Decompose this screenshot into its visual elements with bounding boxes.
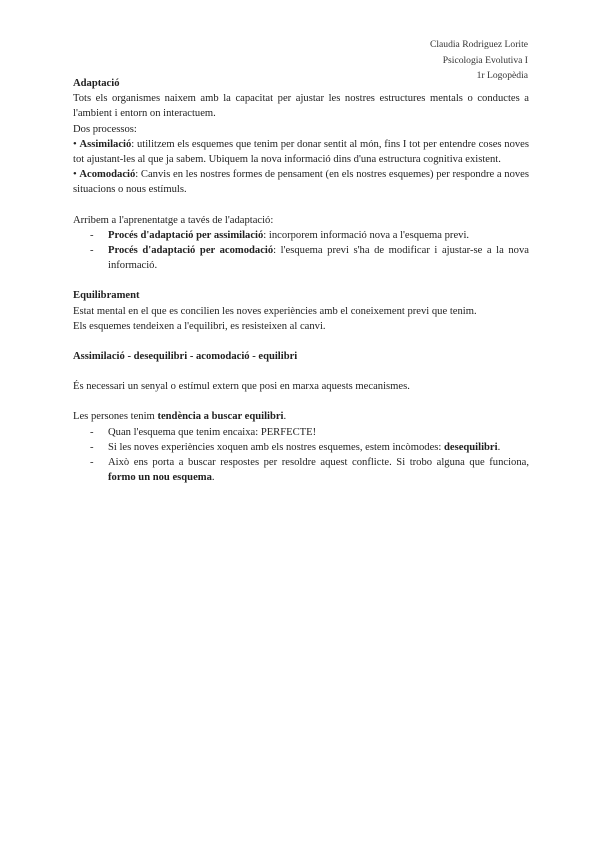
item-text: Això ens porta a buscar respostes per resoldre aquest conflicte. Si trobo alguna que funciona, — [108, 457, 529, 469]
course-name: 1r Logopèdia — [476, 70, 528, 81]
tendency-bold: tendència a buscar equilibri — [157, 411, 284, 423]
list-item — [90, 243, 529, 273]
assimilacio-paragraph: • Assimilació: utilitzem els esquemes que tenim per donar sentit al món, fins I tot per entendre coses noves tot ajustant-les al que ja sabem. Ubiquem la nova informació dins d'una estructura cognitiva existent. — [73, 138, 530, 166]
assimilacio-text: : utilitzem els esquemes que tenim per donar sentit al món, fins I tot per entendre coses noves tot ajustant-les al que ja sabem. Ubiquem la nova informació dins d'una estructura cognitiva existent. — [73, 138, 530, 166]
tendency-prefix: Les persones tenim — [73, 411, 158, 423]
item-term: Procés d'adaptació per acomodació — [108, 245, 274, 257]
assimilacio-term: Assimilació — [79, 138, 132, 150]
sequence-heading: Assimilació - desequilibri - acomodació - equilibri — [73, 351, 298, 363]
list-item — [90, 455, 529, 485]
adaptation-list — [73, 228, 529, 274]
acomodacio-paragraph: • Acomodació: Canvis en les nostres formes de pensament (en els nostres esquemes) per respondre a noves situacions o nous estímuls. — [73, 169, 529, 196]
list-item — [90, 440, 529, 455]
acomodacio-term: Acomodació — [79, 169, 136, 181]
section-title-equilibrament: Equilibrament — [73, 290, 140, 302]
item-text: Si les noves experiències xoquen amb els nostres esquemes, estem incòmodes: — [108, 441, 444, 453]
tendency-suffix: . — [283, 411, 287, 423]
item-text: : incorporem informació nova a l'esquema previ. — [263, 229, 470, 241]
equilibrament-line-2: Els esquemes tendeixen a l'equilibri, es resisteixen al canvi. — [73, 320, 326, 332]
acomodacio-text: : Canvis en les nostres formes de pensament (en els nostres esquemes) per respondre a noves situacions o nous estímuls. — [73, 169, 529, 196]
subject-name: Psicologia Evolutiva I — [442, 54, 528, 66]
item-bold: formo un nou esquema — [108, 472, 212, 484]
document-body — [73, 76, 529, 485]
processes-label: Dos processos: — [73, 123, 137, 135]
stimulus-text: És necessari un senyal o estímul extern que posi en marxa aquests mecanismes. — [73, 381, 410, 393]
item-text: Quan l'esquema que tenim encaixa: PERFECTE! — [108, 426, 317, 438]
item-bold: desequilibri — [443, 441, 498, 453]
tendency-list — [73, 425, 529, 486]
list-item — [90, 425, 529, 440]
item-text: : l'esquema previ s'ha de modificar i ajustar-se a la nova informació. — [108, 245, 529, 272]
item-suffix: . — [211, 472, 215, 484]
tendency-paragraph — [73, 409, 529, 424]
section-title-adaptacio: Adaptació — [73, 78, 120, 89]
item-term: Procés d'adaptació per assimilació — [108, 229, 264, 241]
list-item — [90, 228, 529, 243]
adaptacio-intro: Tots els organismes naixem amb la capacitat per ajustar les nostres estructures mentals o conductes a l'ambient i entorn on interactuem. — [73, 93, 529, 120]
item-suffix: . — [497, 441, 501, 453]
equilibrament-line-1: Estat mental en el que es concilien les noves experiències amb el coneixement previ que tenim. — [73, 305, 477, 317]
author-name: Claudia Rodriguez Lorite — [429, 39, 528, 50]
learning-intro: Arribem a l'aprenentatge a tavés de l'adaptació: — [73, 214, 274, 226]
